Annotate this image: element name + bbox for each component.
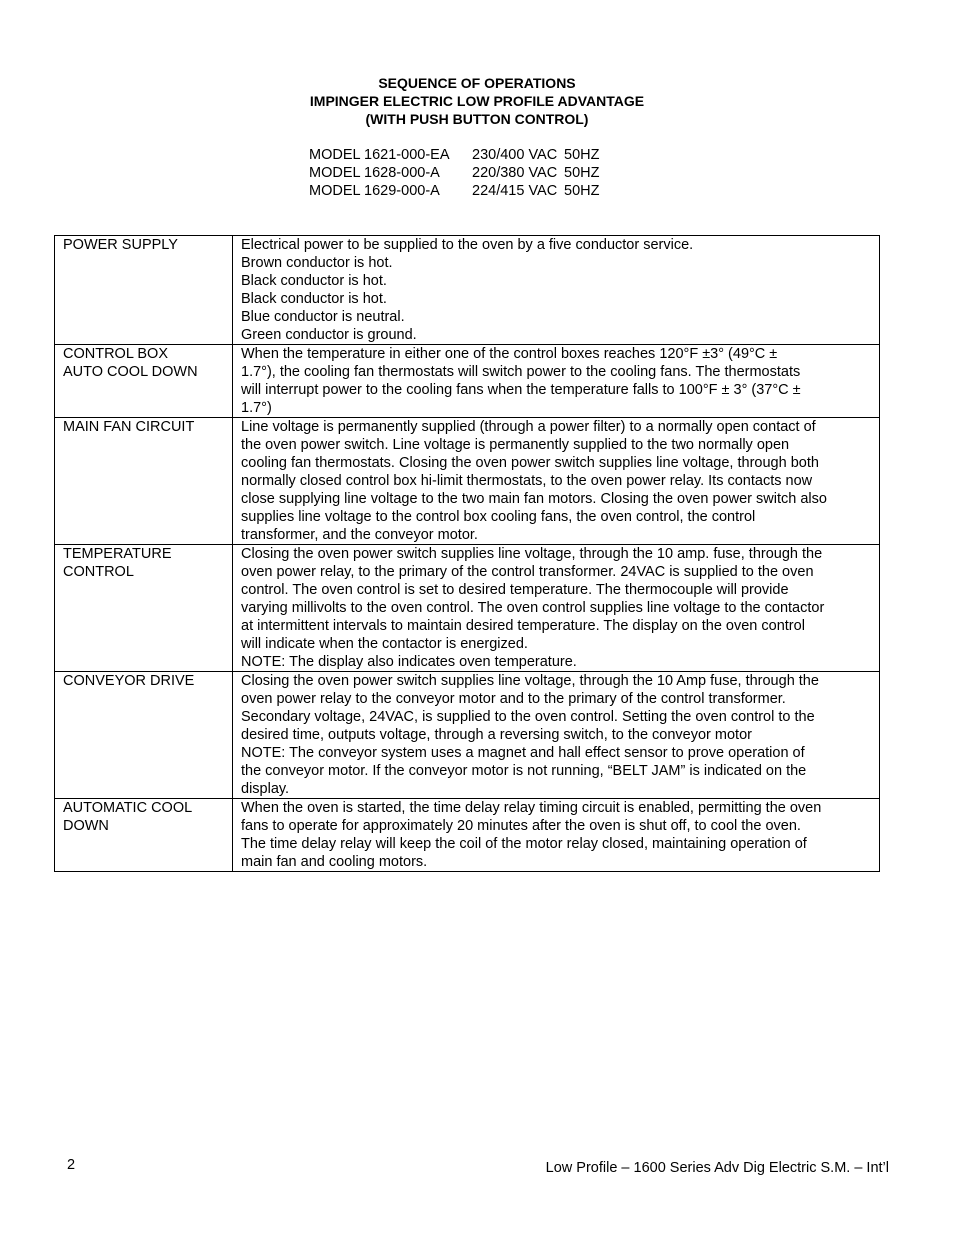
document-heading (0, 74, 954, 128)
row-description-line: Secondary voltage, 24VAC, is supplied to the oven control. Setting the oven control to the (241, 709, 815, 725)
sequence-table (54, 235, 880, 872)
row-description-line: Electrical power to be supplied to the oven by a five conductor service. (241, 237, 694, 253)
model-row (309, 146, 599, 164)
row-description-line: When the oven is started, the time delay relay timing circuit is enabled, permitting the oven (241, 800, 822, 816)
row-description-line: Closing the oven power switch supplies line voltage, through the 10 amp. fuse, through the (241, 546, 823, 562)
row-label-line: POWER SUPPLY (63, 237, 178, 253)
row-description-line: Black conductor is hot. (241, 273, 387, 289)
table-row (55, 545, 880, 672)
row-label-cell (55, 545, 233, 672)
row-description-line: main fan and cooling motors. (241, 854, 428, 870)
table-row (55, 345, 880, 418)
row-description-cell (233, 672, 880, 799)
model-voltage: 230/400 VAC (472, 147, 558, 163)
row-description-line: will indicate when the contactor is energized. (241, 636, 528, 652)
row-description-line: the conveyor motor. If the conveyor motor is not running, “BELT JAM” is indicated on the (241, 763, 807, 779)
row-description-line: Brown conductor is hot. (241, 255, 393, 271)
heading-line-1: SEQUENCE OF OPERATIONS (378, 75, 576, 91)
row-label-line: DOWN (63, 818, 109, 834)
row-description-cell (233, 418, 880, 545)
footer-title: Low Profile – 1600 Series Adv Dig Electric S.M. – Int’l (545, 1160, 889, 1176)
model-voltage: 224/415 VAC (472, 183, 558, 199)
row-label-line: AUTOMATIC COOL (63, 800, 193, 816)
row-description-line: normally closed control box hi-limit thermostats, to the oven power relay. Its contacts now (241, 473, 813, 489)
row-label-line: CONTROL (63, 564, 134, 580)
row-description-line: Closing the oven power switch supplies line voltage, through the 10 Amp fuse, through the (241, 673, 819, 689)
sequence-table-body (55, 236, 880, 872)
row-label-line: CONTROL BOX (63, 346, 169, 362)
heading-line-2: IMPINGER ELECTRIC LOW PROFILE ADVANTAGE (309, 93, 645, 109)
row-description-line: control. The oven control is set to desired temperature. The thermocouple will provide (241, 582, 789, 598)
row-label-cell (55, 345, 233, 418)
model-number: MODEL 1621-000-EA (309, 147, 450, 163)
row-description-cell (233, 799, 880, 872)
row-description-line: fans to operate for approximately 20 minutes after the oven is shut off, to cool the oven. (241, 818, 801, 834)
row-description-cell (233, 545, 880, 672)
row-description-cell (233, 236, 880, 345)
heading-line-3: (WITH PUSH BUTTON CONTROL) (365, 111, 589, 127)
row-description-line: Green conductor is ground. (241, 327, 417, 343)
row-description-line: NOTE: The conveyor system uses a magnet and hall effect sensor to prove operation of (241, 745, 805, 761)
row-description-line: oven power relay, to the primary of the control transformer. 24VAC is supplied to the oven (241, 564, 814, 580)
row-description-line: cooling fan thermostats. Closing the oven power switch supplies line voltage, through both (241, 455, 819, 471)
row-description-line: transformer, and the conveyor motor. (241, 527, 478, 543)
model-frequency: 50HZ (564, 147, 600, 163)
row-label-cell (55, 672, 233, 799)
row-description-line: When the temperature in either one of the control boxes reaches 120°F ±3° (49°C ± (241, 346, 778, 362)
row-description-line: varying millivolts to the oven control. The oven control supplies line voltage to the contactor (241, 600, 825, 616)
row-description-line: 1.7°), the cooling fan thermostats will switch power to the cooling fans. The thermostats (241, 364, 801, 380)
row-description-line: the oven power switch. Line voltage is permanently supplied to the two normally open (241, 437, 790, 453)
model-voltage: 220/380 VAC (472, 165, 558, 181)
row-description-line: supplies line voltage to the control box cooling fans, the oven control, the control (241, 509, 756, 525)
row-description-line: Line voltage is permanently supplied (through a power filter) to a normally open contact of (241, 419, 816, 435)
row-description-line: oven power relay to the conveyor motor and to the primary of the control transformer. (241, 691, 786, 707)
model-number: MODEL 1628-000-A (309, 165, 440, 181)
row-description-line: Blue conductor is neutral. (241, 309, 405, 325)
row-description-line: Black conductor is hot. (241, 291, 387, 307)
model-frequency: 50HZ (564, 183, 600, 199)
row-label-cell (55, 799, 233, 872)
model-number: MODEL 1629-000-A (309, 183, 440, 199)
table-row (55, 672, 880, 799)
row-description-line: at intermittent intervals to maintain desired temperature. The display on the oven control (241, 618, 805, 634)
row-description-line: display. (241, 781, 290, 797)
model-row (309, 164, 599, 182)
row-label-line: CONVEYOR DRIVE (63, 673, 195, 689)
table-row (55, 236, 880, 345)
row-description-cell (233, 345, 880, 418)
row-label-cell (55, 418, 233, 545)
page-number: 2 (67, 1157, 76, 1173)
row-label-line: TEMPERATURE (63, 546, 172, 562)
table-row (55, 418, 880, 545)
model-row (309, 182, 599, 200)
model-frequency: 50HZ (564, 165, 600, 181)
row-description-line: 1.7°) (241, 400, 272, 416)
row-label-line: AUTO COOL DOWN (63, 364, 198, 380)
row-description-line: The time delay relay will keep the coil of the motor relay closed, maintaining operation of (241, 836, 807, 852)
table-row (55, 799, 880, 872)
row-label-cell (55, 236, 233, 345)
model-list (309, 146, 599, 200)
row-label-line: MAIN FAN CIRCUIT (63, 419, 195, 435)
row-description-line: will interrupt power to the cooling fans when the temperature falls to 100°F ± 3° (37°C ± (241, 382, 801, 398)
row-description-line: desired time, outputs voltage, through a reversing switch, to the conveyor motor (241, 727, 752, 743)
row-description-line: close supplying line voltage to the two main fan motors. Closing the oven power switch also (241, 491, 827, 507)
row-description-line: NOTE: The display also indicates oven temperature. (241, 654, 577, 670)
